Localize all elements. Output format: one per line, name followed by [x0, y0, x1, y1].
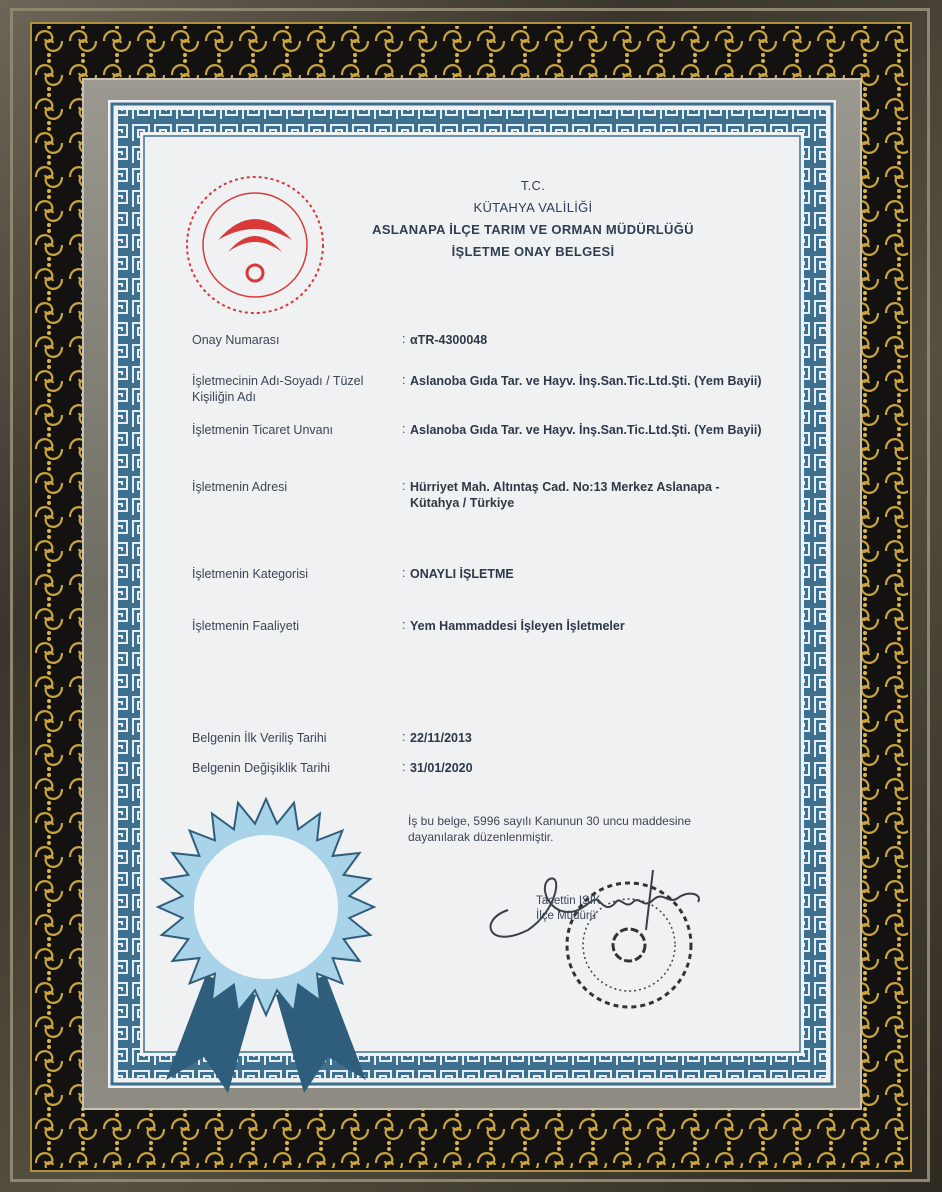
header-governorship: KÜTAHYA VALİLİĞİ — [473, 200, 593, 215]
signer-name: Tacettin IŞIK — [536, 895, 601, 907]
signer-block — [536, 894, 601, 924]
logo-outer-ring — [187, 177, 323, 313]
certificate-header — [308, 175, 758, 263]
certificate-title: İŞLETME ONAY BELGESİ — [451, 244, 615, 259]
legal-note: İş bu belge, 5996 sayılı Kanunun 30 uncu maddesine dayanılarak düzenlenmiştir. — [408, 814, 691, 844]
header-directorate: ASLANAPA İLÇE TARIM VE ORMAN MÜDÜRLÜĞÜ — [372, 222, 694, 237]
certificate-paper: T.C. KÜTAHYA VALİLİĞİ ASLANAPA İLÇE TARIM VE ORMAN MÜDÜRLÜĞÜ İŞLETME ONAY BELGESİ Onay Numarası : αTR-4300048 İşletmecinin Adı-Soyadı / Tüzel Kişiliğin Adı : Aslanoba Gıda Tar. ve Hayv. İnş.San.Tic.Ltd.Şti. (Yem Bayii) İşletmenin Ticaret Unvanı : Aslanoba Gıda Tar. ve Hayv. İnş.San.Tic.Ltd.Şti. (Yem Bayii) İşletmenin Adresi : Hürriyet Mah. Altıntaş Cad. No:13 Merkez Aslanapa - Kütahya / Türkiye İşletmenin Kategorisi : ONAYLI İŞLETME İşletmenin Faaliyeti : Yem Hammaddesi İşleyen İşletmeler Belgenin İlk Veriliş Tarihi : 22/11/2013 Belgenin Değişiklik Tarihi : 31/01/2020 İş bu belge, 5996 sayılı Kanunun 30 uncu maddesine dayanılarak düzenlenmiştir. Tacettin IŞIK İlçe Müdürü — [108, 100, 836, 1088]
award-rosette — [146, 795, 386, 1100]
header-tc: T.C. — [520, 178, 546, 193]
rosette-center — [194, 835, 338, 979]
crescent-icon — [247, 265, 263, 281]
signer-title: İlçe Müdürü — [536, 910, 597, 922]
